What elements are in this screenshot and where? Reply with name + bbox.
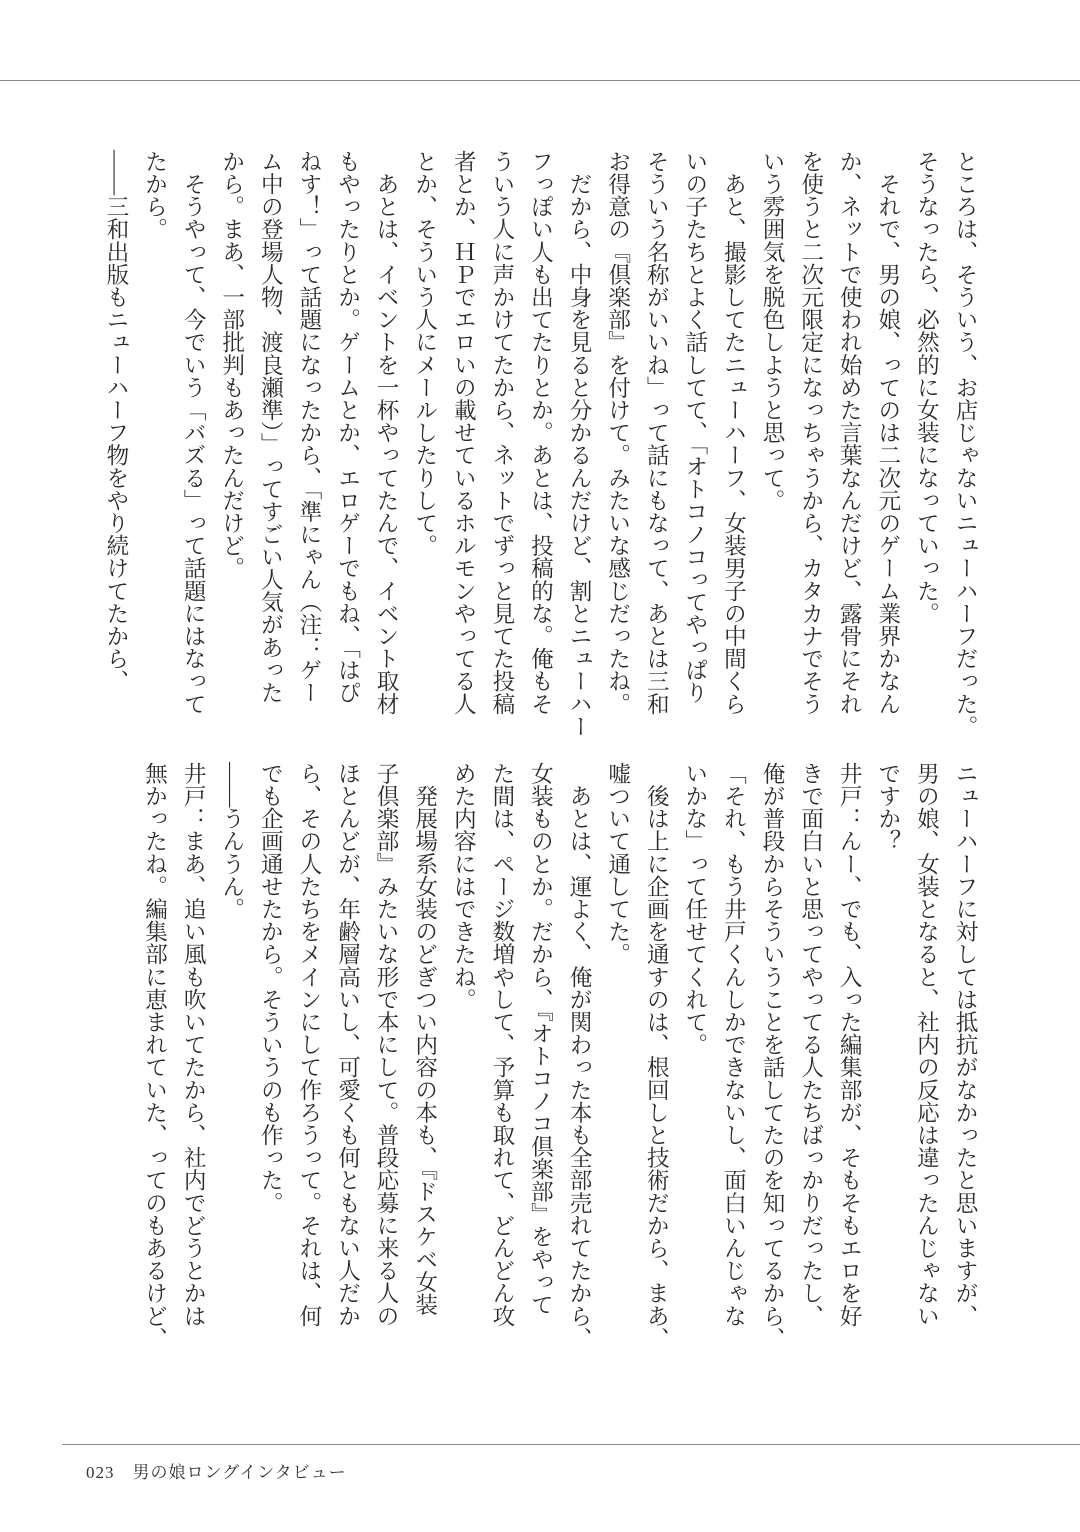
text-block-upper	[96, 150, 984, 738]
text-column: 井戸：まあ、追い風も吹いてたから、社内でどうとかは	[181, 762, 207, 1327]
text-column: から。まあ、一部批判もあったんだけど。	[219, 150, 245, 580]
text-column: それで、男の娘、ってのは二次元のゲーム業界かなん	[875, 150, 901, 715]
text-column: 発展場系女装のどぎつい内容の本も、『ドスケベ女装	[412, 762, 438, 1316]
running-title: 男の娘ロングインタビュー	[132, 1463, 347, 1482]
text-column: あと、撮影してたニューハーフ、女装男子の中間くら	[721, 150, 747, 715]
text-column: 「それ、もう井戸くんしかできないし、面白いんじゃな	[721, 762, 747, 1327]
header-rule	[0, 80, 1080, 81]
text-column: でも企画通せたから。そういうのも作った。	[258, 762, 284, 1214]
page-number: 023	[86, 1463, 115, 1482]
text-column: た間は、ページ数増やして、予算も取れて、どんどん攻	[489, 762, 515, 1327]
text-column: ういう人に声かけてたから、ネットでずっと見てた投稿	[489, 150, 515, 715]
text-column: だから、中身を見ると分かるんだけど、割とニューハー	[567, 150, 593, 738]
text-column: ほとんどが、年齢層高いし、可愛くも何ともない人だか	[335, 762, 361, 1327]
text-column: もやったりとか。ゲームとか、エロゲーでもね、「はぴ	[335, 150, 361, 704]
text-column: きで面白いと思ってやってる人たちばっかりだったし、	[798, 762, 824, 1327]
text-column: を使うと二次元限定になっちゃうから、カタカナでそう	[798, 150, 824, 715]
text-column: いう雰囲気を脱色しようと思って。	[760, 150, 786, 512]
text-column: 無かったね。編集部に恵まれていた、ってのもあるけど、	[142, 762, 168, 1350]
text-column: ら、その人たちをメインにして作ろうって。それは、何	[296, 762, 322, 1327]
text-block-lower	[135, 762, 984, 1402]
text-column: 男の娘、女装となると、社内の反応は違ったんじゃない	[914, 762, 940, 1327]
text-column: いかな」って任せてくれて。	[682, 762, 708, 1056]
text-column: めた内容にはできたね。	[451, 762, 477, 1011]
text-column: そういう名称がいいね」って話にもなって、あとは三和	[644, 150, 670, 715]
page-footer	[86, 1458, 347, 1483]
text-column: 俺が普段からそういうことを話してたのを知ってるから、	[760, 762, 786, 1350]
text-column: あとは、イベントを一杯やってたんで、イベント取材	[374, 150, 400, 715]
text-column: ――三和出版もニューハーフ物をやり続けてたから、	[103, 150, 129, 693]
text-column: ム中の登場人物、渡良瀬準）」ってすごい人気があった	[258, 150, 284, 704]
text-column: ですか？	[875, 762, 901, 853]
text-column: ――うんうん。	[219, 762, 245, 921]
text-column: 嘘ついて通してた。	[605, 762, 631, 966]
text-column: 子倶楽部』みたいな形で本にして。普段応募に来る人の	[374, 762, 400, 1327]
text-column: そうなったら、必然的に女装になっていった。	[914, 150, 940, 625]
footer-rule	[62, 1444, 1080, 1445]
text-column: 後は上に企画を通すのは、根回しと技術だから、まあ、	[644, 762, 670, 1350]
text-column: ニューハーフに対しては抵抗がなかったと思いますが、	[953, 762, 978, 1327]
text-column: そうやって、今でいう「バズる」って話題にはなって	[181, 150, 207, 715]
text-column: とか、そういう人にメールしたりして。	[412, 150, 438, 557]
text-column: ところは、そういう、お店じゃないニューハーフだった。	[953, 150, 978, 738]
text-column: フっぽい人も出てたりとか。あとは、投稿的な。俺もそ	[528, 150, 554, 715]
text-column: 井戸：んー、でも、入った編集部が、そもそもエロを好	[837, 762, 863, 1327]
text-column: か、ネットで使われ始めた言葉なんだけど、露骨にそれ	[837, 150, 863, 715]
text-column: 女装ものとか。だから、『オトコノコ倶楽部』をやって	[528, 762, 554, 1316]
text-column: ねす！」って話題になったから、「準にゃん（注：ゲー	[296, 150, 322, 704]
text-column: いの子たちとよく話してて、「オトコノコってやっぱり	[682, 150, 708, 704]
text-column: 者とか、ＨＰでエロいの載せているホルモンやってる人	[451, 150, 477, 715]
text-column: たから。	[142, 150, 168, 241]
text-column: お得意の『倶楽部』を付けて。みたいな感じだったね。	[605, 150, 631, 715]
text-column: あとは、運よく、俺が関わった本も全部売れてたから、	[567, 762, 593, 1350]
